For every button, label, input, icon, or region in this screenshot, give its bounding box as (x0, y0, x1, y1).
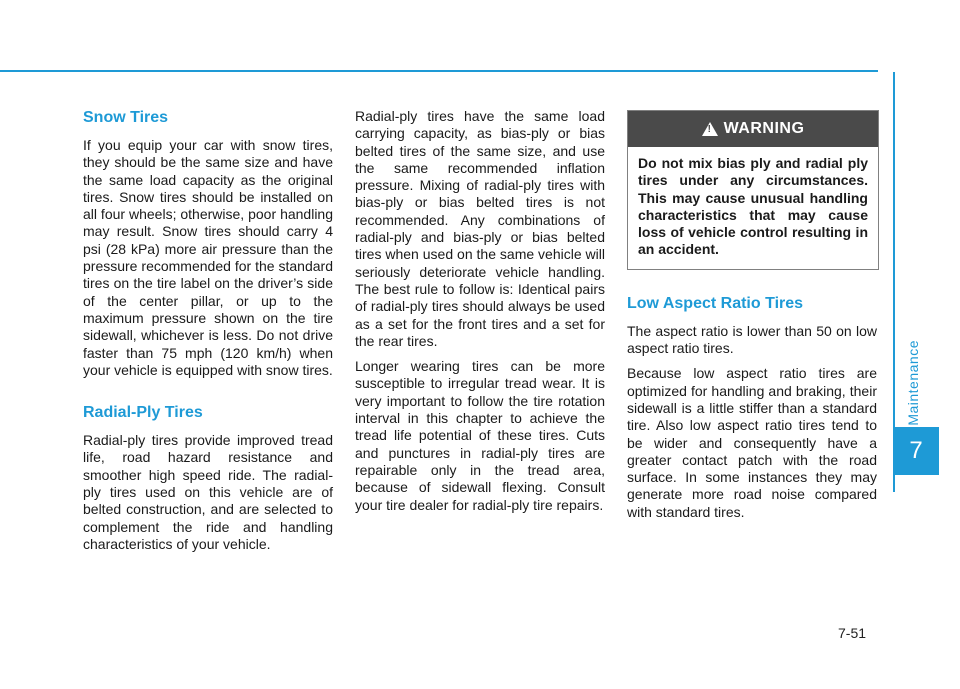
snow-tires-heading: Snow Tires (83, 109, 169, 126)
radial-ply-heading: Radial-Ply Tires (83, 404, 203, 422)
warning-header (628, 111, 878, 147)
page-number: 7-51 (838, 625, 867, 641)
warning-text: Do not mix bias ply and radial ply tires under any circumstances. This may cause unusual handling characteristics that may cause loss of vehicle control resulting in an accident. (638, 155, 868, 258)
column-left (83, 108, 333, 561)
column-right (627, 110, 877, 529)
radial-ply-paragraph-1: Radial-ply tires provide improved tread life, road hazard resistance and smoother high speed ride. The radial-ply tires used on this vehicle are of belted construction, and are selected to complement the ride and handling characteristics of your vehicle. (83, 432, 333, 552)
low-aspect-paragraph-1: The aspect ratio is lower than 50 on low aspect ratio tires. (627, 322, 877, 357)
chapter-number-badge: 7 (893, 427, 939, 475)
low-aspect-paragraph-2: Because low aspect ratio tires are optimized for handling and braking, their sidewall is a little stiffer than a standard tire. Also low aspect ratio tires tend to be wider and consequently have a greater contact patch with the road surface. In some instances they may generate more road noise compared with standard tires. (627, 365, 877, 520)
snow-tires-paragraph: If you equip your car with snow tires, they should be the same size and have the same load capacity as the original tires. Snow tires should be installed on all four wheels; otherwise, poor handling may result. Snow tires should carry 4 psi (28 kPa) more air pressure than the pressure recommended for the standard tires on the tire label on the driver’s side of the center pillar, or up to the maximum pressure shown on the tire sidewall, whichever is less. Do not drive faster than 75 mph (120 km/h) when your vehicle is equipped with snow tires. (83, 137, 333, 378)
header-rule (0, 70, 878, 72)
warning-title: WARNING (723, 120, 805, 137)
warning-triangle-icon: ! (702, 122, 718, 136)
low-aspect-heading: Low Aspect Ratio Tires (627, 294, 804, 312)
radial-ply-paragraph-2: Radial-ply tires have the same load carrying capacity, as bias-ply or bias belted tires of the same size, and use the same recommended inflation pressure. Mixing of radial-ply tires with bias-ply or bias belted tires is not recommended. Any combinations of radial-ply and bias-ply or bias belted tires when used on the same vehicle will seriously deteriorate vehicle handling. The best rule to follow is: Identical pairs of radial-ply tires should always be used as a set for the front tires and a set for the rear tires. (355, 108, 605, 349)
column-middle (355, 108, 605, 522)
section-label: Maintenance (905, 340, 921, 426)
radial-ply-paragraph-3: Longer wearing tires can be more susceptible to irregular tread wear. It is very important to follow the tire rotation interval in this chapter to achieve the tread life potential of these tires. Cuts and punctures in radial-ply tires are repairable only in the tread area, because of sidewall flexing. Consult your tire dealer for radial-ply tire repairs. (355, 358, 605, 513)
warning-box (627, 110, 879, 270)
